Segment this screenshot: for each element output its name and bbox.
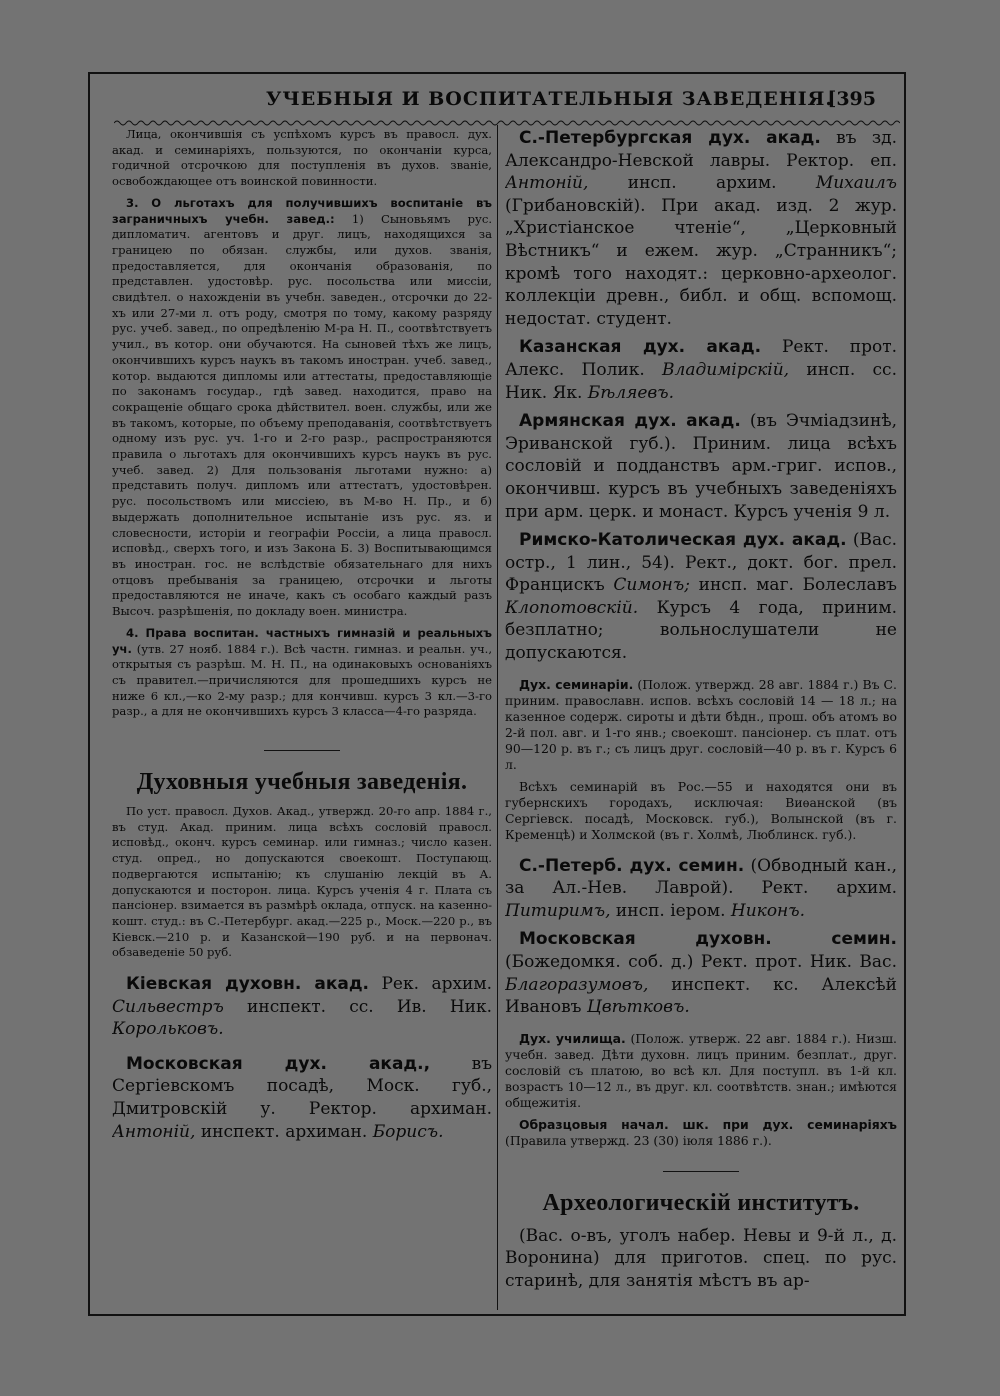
entry-spb-heading: С.-Петербургская дух. акад. <box>519 128 821 148</box>
entry-catholic-text-b: инсп. маг. Болеславъ <box>698 575 897 596</box>
entry-schools <box>505 1031 897 1111</box>
entry-kiev-academy <box>112 973 492 1041</box>
entry-catholic-text-c: Курсъ 4 года, приним. безплатно; вольнослушатели не допускаются. <box>505 597 897 664</box>
entry-catholic-rector: Симонъ; <box>613 575 690 596</box>
right-column <box>505 127 897 1307</box>
entry-kazan-text-b: инсп. сс. Ник. Як. <box>505 359 897 403</box>
entry-catholic-academy <box>505 529 897 665</box>
paragraph-intro: Лица, окончившія съ успѣхомъ курсъ въ правосл. дух. акад. и семинаріяхъ, пользуются, по окончаніи курса, годичной отсрочкою для поступленія въ духов. званіе, освобождающее отъ воинской повинности. <box>112 127 492 189</box>
entry-catholic-inspector: Клопотовскій. <box>505 597 639 618</box>
entry-moscow-seminary-heading: Московская духовн. семин. <box>519 929 897 950</box>
running-title: УЧЕБНЫЯ И ВОСПИТАТЕЛЬНЫЯ ЗАВЕДЕНІЯ. <box>266 88 833 110</box>
entry-kazan-inspector: Бѣляевъ. <box>587 382 675 403</box>
entry-moscow-text-b: инспект. архиман. <box>200 1121 368 1142</box>
section-4-heading: 4. Права воспитан. частныхъ гимназій и реальныхъ уч. <box>112 625 492 656</box>
entry-spb-rector: Антоній, <box>505 173 589 194</box>
paragraph-spiritual-academies: По уст. правосл. Духов. Акад., утвержд. 20-го апр. 1884 г., въ студ. Акад. приним. лица всѣхъ сословій правосл. исповѣд., оконч. курсъ семинар. или гимназ.; число казен. студ. опред., но допускаются своекошт. Поступающ. подвергаются испытанію; къ слушанію лекцій въ А. допускаются и посторон. лица. Курсъ ученія 4 г. Плата съ пансіонер. взимается въ размѣрѣ оклада, отпуск. на казенно-кошт. студ.: въ С.-Петербург. акад.—225 р., Моск.—220 р., въ Кіевск.—210 р. и Казанской—190 руб. и на первонач. обзаведеніе 50 руб. <box>112 804 492 960</box>
entry-seminaries <box>505 677 897 773</box>
entry-spb-inspector: Михаилъ <box>815 173 897 194</box>
entry-moscow-heading: Московская дух. акад., <box>126 1053 431 1074</box>
entry-kazan-text-a: Рект. прот. Алекс. Полик. <box>505 337 897 380</box>
entry-moscow-rector: Антоній, <box>112 1121 196 1142</box>
entry-moscow-seminary-rector: Благоразумовъ, <box>505 974 649 995</box>
section-4-body: (утв. 27 нояб. 1884 г.). Всѣ частн. гимназ. и реальн. уч., открытыя съ разрѣш. М. Н. П., на одинаковыхъ основаніяхъ съ правител.—причисляются для прошедшихъ курсъ не ниже 6 кл.,—ко 2-му разр.; для кончивш. курсъ 3 кл.—3-го разр., а для не окончившихъ курсъ 3 класса—4-го разряда. <box>112 641 492 719</box>
paragraph-archaeological: (Вас. о-въ, уголъ набер. Невы и 9-й л., д. Воронина) для приготов. спец. по рус. старинѣ, для занятія мѣстъ въ ар- <box>505 1225 897 1291</box>
entry-kazan-heading: Казанская дух. акад. <box>519 337 762 358</box>
entry-kiev-text-a: Рек. архим. <box>381 974 492 995</box>
entry-armenian-academy <box>505 410 897 523</box>
entry-moscow-seminary-text-b: инспект. кс. Алексѣй Ивановъ <box>505 974 897 1018</box>
entry-spb-seminary-inspector: Никонъ. <box>730 900 805 921</box>
entry-spb-seminary-text-a: (Обводный кан., за Ал.-Нев. Лаврой). Рект. архим. <box>505 855 897 899</box>
section-title-spiritual: Духовныя учебныя заведенія. <box>136 769 468 796</box>
entry-model-schools <box>505 1117 897 1149</box>
entry-spb-academy <box>505 127 897 330</box>
header-wavy-rule <box>114 119 900 127</box>
page-number: [395 <box>827 88 876 110</box>
entry-spb-seminary-rector: Питиримъ, <box>505 900 611 921</box>
running-header <box>88 88 904 118</box>
entry-spb-text-a: въ зд. Александро-Невской лавры. Ректор. еп. <box>505 128 897 171</box>
entry-moscow-inspector: Борисъ. <box>372 1121 444 1142</box>
entry-seminaries-heading: Дух. семинаріи. <box>519 676 634 692</box>
entry-armenian-heading: Армянская дух. акад. <box>519 411 741 432</box>
entry-catholic-heading: Римско-Католическая дух. акад. <box>519 530 847 551</box>
entry-seminaries-body: (Полож. утвержд. 28 авг. 1884 г.) Въ С. приним. православн. испов. всѣхъ сословій 14 — 18 л.; на казенное содерж. сироты и дѣти бѣдн., прош. объ атомъ во 2-й пол. авг. и 1-го янв.; своекошт. пансіонер. съ плат. отъ 90—120 р. въ г.; съ лицъ друг. сословій—40 р. въ г. Курсъ 6 л. <box>505 676 897 772</box>
entry-spb-seminary <box>505 855 897 923</box>
entry-kiev-rector: Сильвестръ <box>112 996 224 1017</box>
entry-model-schools-body: (Правила утвержд. 23 (30) іюля 1886 г.). <box>505 1132 772 1148</box>
entry-kiev-inspector: Корольковъ. <box>112 1019 224 1040</box>
entry-moscow-seminary <box>505 928 897 1018</box>
entry-kazan-academy <box>505 336 897 404</box>
entry-spb-text-b: инсп. архим. <box>627 173 777 194</box>
entry-kiev-text-b: инспект. сс. Ив. Ник. <box>247 996 492 1017</box>
entry-catholic-text-a: (Вас. остр., 1 лин., 54). Рект., докт. бог. прел. Францискъ <box>505 530 897 596</box>
entry-moscow-seminary-text-a: (Божедомкя. соб. д.) Рект. прот. Ник. Вас. <box>505 952 897 973</box>
section-3-heading: 3. О льготахъ для получившихъ воспитаніе въ заграничныхъ учебн. завед.: <box>112 195 492 226</box>
entry-moscow-academy <box>112 1053 492 1143</box>
section-3-body: 1) Сыновьямъ рус. дипломатич. агентовъ и друг. лицъ, находящихся за границею по обязан. службы, или духов. званія, предоставляется, для окончанія образованія, по представлен. удостовѣр. рус. посольства или миссіи, свидѣтел. о нахожденіи въ учебн. заведен., отсрочки до 22-хъ или 27-ми л. отъ роду, смотря по тому, какому разряду рус. учеб. завед., по опредѣленію М-ра Н. П., соотвѣтствуетъ учил., въ котор. они обучаются. На сыновей тѣхъ же лицъ, окончившихъ курсъ наукъ въ такомъ иностран. учеб. завед., котор. выдаются дипломы или аттестаты, предоставляющіе по законамъ государ., гдѣ завед. находится, право на сокращеніе общаго срока дѣйствител. воен. службы, или же въ такомъ, которые, по объему преподаванія, соотвѣтствуетъ одному изъ рус. уч. 1-го и 2-го разр., распространяются правила о льготахъ для окончившихъ курсъ наукъ въ рус. учеб. завед. 2) Для пользованія льготами нужно: а) представить получ. дипломъ или аттестатъ, удостовѣрен. рус. посольствомъ или миссіею, въ М-во Н. Пр., и б) выдержать дополнительное испытаніе изъ рус. яз. и словесности, исторіи и географіи Россіи, а лица правосл. исповѣд., сверхъ того, и изъ Закона Б. 3) Воспитывающимся въ иностран. гос. не вслѣдствіе обязательнаго для нихъ отцовъ пребыванія за границею, отсрочки и льготы предоставляются не иначе, какъ съ особаго каждый разъ Высоч. разрѣшенія, по докладу воен. министра. <box>112 211 492 619</box>
section-3 <box>112 196 492 620</box>
entry-kazan-rector: Владимірскій, <box>662 359 790 380</box>
entry-moscow-text-a: въ Сергіевскомъ посадѣ, Моск. губ., Дмитровскій у. Ректор. архиман. <box>112 1053 492 1120</box>
entry-kiev-heading: Кіевская духовн. акад. <box>126 974 370 995</box>
entry-spb-text-c: (Грибановскій). При акад. изд. 2 жур. „Христіанское чтеніе“, „Церковный Вѣстникъ“ и ежем. жур. „Странникъ“; кромѣ того находят.: церковно-археолог. коллекціи древн., библ. и общ. вспомощ. недостат. студент. <box>505 195 897 329</box>
entry-moscow-seminary-inspector: Цвѣтковъ. <box>586 997 690 1018</box>
entry-model-schools-heading: Образцовыя начал. шк. при дух. семинаріяхъ <box>519 1116 897 1132</box>
entry-spb-seminary-heading: С.-Петерб. дух. семин. <box>519 855 745 876</box>
column-divider <box>497 125 498 1310</box>
entry-schools-body: (Полож. утверж. 22 авг. 1884 г.). Низш. учебн. завед. Дѣти духовн. лицъ приним. безплат., друг. сословій съ платою, во всѣ кл. Для поступл. въ 1-й кл. возрастъ 10—12 л., въ друг. кл. соотвѣтств. знан.; имѣются общежитія. <box>505 1030 897 1110</box>
entry-schools-heading: Дух. училища. <box>519 1030 626 1046</box>
section-4 <box>112 626 492 720</box>
left-column <box>112 127 492 1307</box>
section-title-archaeological: Археологическій институтъ. <box>542 1189 860 1216</box>
entry-spb-seminary-text-b: инсп. іером. <box>615 900 726 921</box>
paragraph-seminaries-count: Всѣхъ семинарій въ Рос.—55 и находятся они въ губернскихъ городахъ, исключая: Виѳанской (въ Сергіевск. посадѣ, Московск. губ.), Волынской (въ г. Кременцѣ) и Холмской (въ г. Холмѣ, Люблинск. губ.). <box>505 778 897 842</box>
entry-armenian-body: (въ Эчміадзинѣ, Эриванской губ.). Приним. лица всѣхъ сословій и подданствъ арм.-григ. испов., окончивш. курсъ въ учебныхъ заведеніяхъ при арм. церк. и монаст. Курсъ ученія 9 л. <box>505 411 897 522</box>
